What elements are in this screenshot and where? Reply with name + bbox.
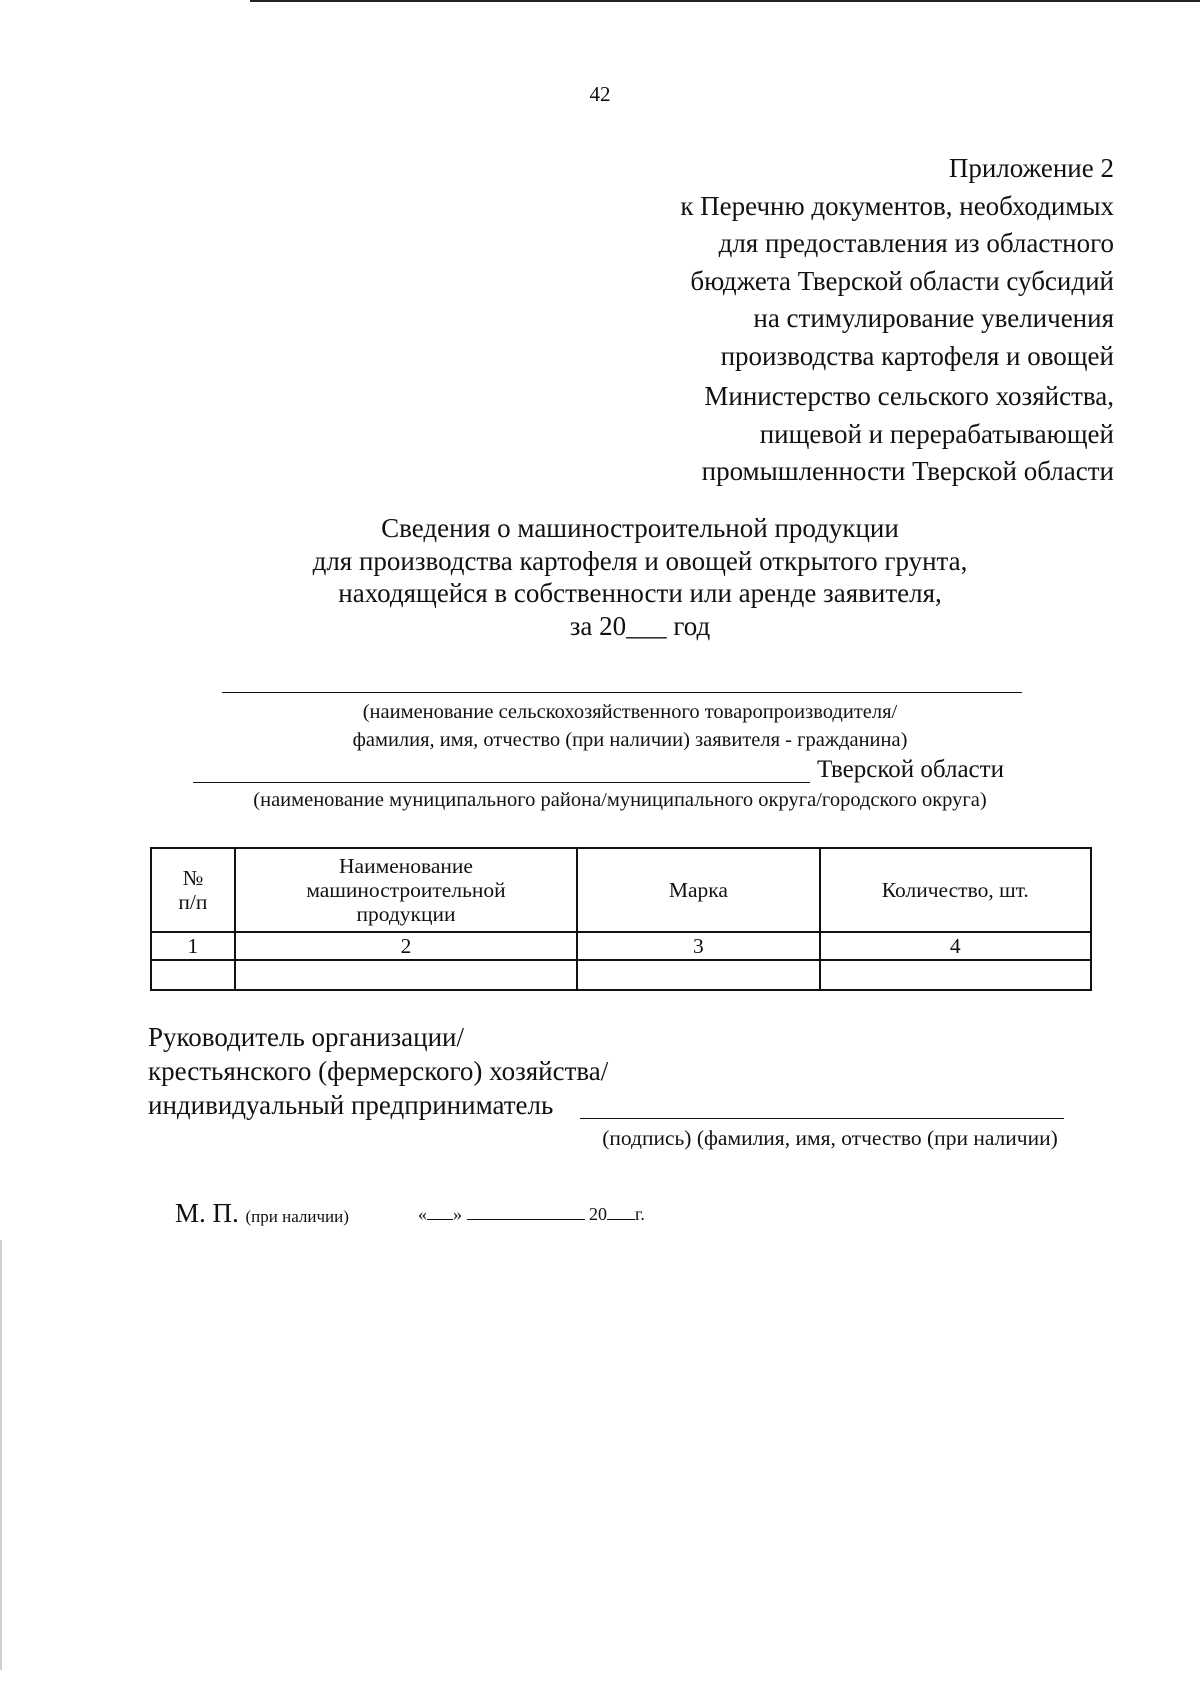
- date-field: [418, 1203, 645, 1225]
- stamp-mark: М. П.: [175, 1198, 239, 1228]
- page-number: 42: [589, 82, 611, 106]
- producer-caption-line: фамилия, имя, отчество (при наличии) заявителя - гражданина): [352, 729, 908, 751]
- ministry-addressee: [554, 378, 1114, 491]
- table-cell[interactable]: [235, 960, 577, 990]
- document-title: [200, 512, 1080, 642]
- table-row: [151, 960, 1091, 990]
- ministry-line: пищевой и перерабатывающей: [759, 418, 1114, 449]
- ministry-line: промышленности Тверской области: [701, 456, 1114, 486]
- date-quote: »: [453, 1204, 462, 1224]
- appendix-line: на стимулирование увеличения: [753, 303, 1114, 333]
- machinery-table: [150, 847, 1092, 991]
- column-number: 2: [235, 932, 577, 960]
- title-line: Сведения о машиностроительной продукции: [381, 513, 899, 543]
- table-cell[interactable]: [577, 960, 819, 990]
- scan-edge-mark: [0, 1240, 2, 1670]
- scan-border-line: [250, 0, 1200, 2]
- title-line: для производства картофеля и овощей открытого грунта,: [312, 545, 968, 576]
- column-number: 4: [820, 932, 1091, 960]
- producer-name-line: [222, 692, 1022, 693]
- month-blank[interactable]: [467, 1203, 585, 1220]
- title-line: за 20___ год: [569, 610, 711, 641]
- header-product-name: Наименование машиностроительной продукции: [235, 848, 577, 932]
- appendix-line: к Перечню документов, необходимых: [680, 190, 1114, 221]
- column-number: 3: [577, 932, 819, 960]
- year-blank[interactable]: [607, 1203, 635, 1220]
- region-name-line: [193, 782, 810, 783]
- appendix-line: производства картофеля и овощей: [720, 340, 1114, 371]
- header-quantity: Количество, шт.: [820, 848, 1091, 932]
- appendix-line: бюджета Тверской области субсидий: [690, 265, 1114, 296]
- appendix-line: для предоставления из областного: [718, 228, 1114, 258]
- day-blank[interactable]: [427, 1203, 453, 1220]
- table-column-numbers-row: [151, 932, 1091, 960]
- appendix-heading: [554, 150, 1114, 375]
- header-brand: Марка: [577, 848, 819, 932]
- signatory-line: индивидуальный предприниматель: [148, 1090, 554, 1120]
- signature-caption: (подпись) (фамилия, имя, отчество (при наличии): [602, 1126, 1058, 1150]
- ministry-line: Министерство сельского хозяйства,: [704, 381, 1114, 411]
- year-suffix: г.: [635, 1204, 645, 1224]
- signatory-line: крестьянского (фермерского) хозяйства/: [148, 1056, 609, 1086]
- table-cell[interactable]: [151, 960, 235, 990]
- signature-line: [580, 1118, 1064, 1119]
- table-header-row: [151, 848, 1091, 932]
- header-number: № п/п: [151, 848, 235, 932]
- stamp-label: [175, 1198, 349, 1229]
- region-suffix: Тверской области: [817, 756, 1004, 783]
- stamp-note: (при наличии): [245, 1207, 349, 1226]
- appendix-line: Приложение 2: [948, 153, 1114, 183]
- year-prefix: 20: [589, 1204, 607, 1224]
- signatory-block: [148, 1020, 608, 1122]
- column-number: 1: [151, 932, 235, 960]
- date-quote: «: [418, 1204, 427, 1224]
- producer-caption-line: (наименование сельскохозяйственного товаропроизводителя/: [362, 701, 898, 723]
- region-caption: (наименование муниципального района/муниципального округа/городского округа): [253, 789, 987, 811]
- producer-caption: [200, 698, 1060, 754]
- title-line: находящейся в собственности или аренде заявителя,: [338, 578, 942, 608]
- table-cell[interactable]: [820, 960, 1091, 990]
- signatory-line: Руководитель организации/: [148, 1022, 465, 1052]
